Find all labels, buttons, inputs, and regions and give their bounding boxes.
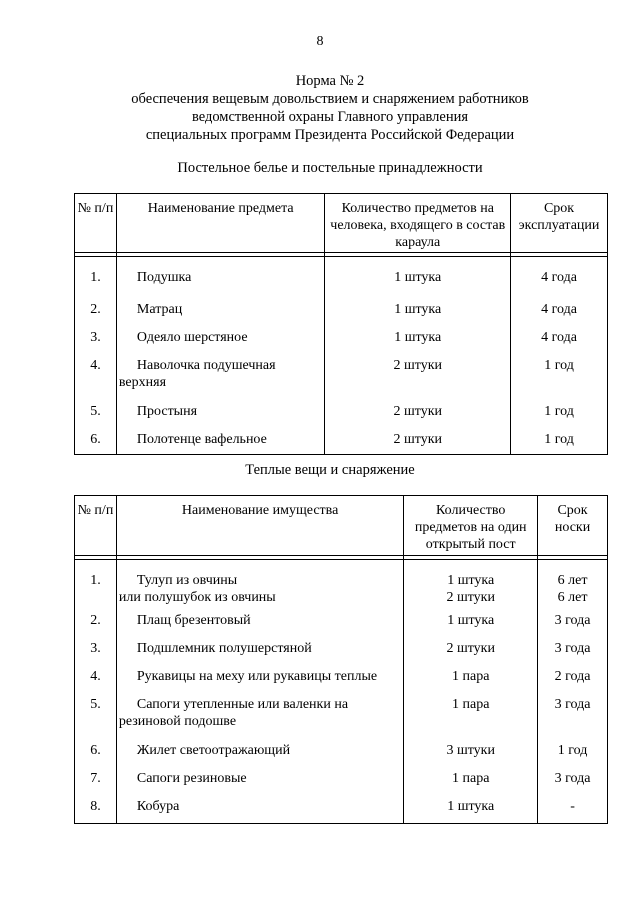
section-2-title: Теплые вещи и снаряжение — [245, 462, 415, 478]
table-row — [75, 766, 608, 794]
row-number-cell — [75, 664, 117, 692]
item-quantity: 1 штука — [447, 573, 495, 588]
row-number: 3. — [90, 329, 101, 345]
item-quantity: 1 пара — [452, 770, 490, 786]
row-number: 1. — [90, 573, 101, 588]
item-name-line-2: верхняя — [118, 374, 167, 390]
item-term: 1 год — [544, 431, 574, 447]
item-term: 3 года — [554, 640, 591, 656]
title-line-3: ведомственной охраны Главного управления — [191, 109, 469, 125]
title-line-1: Норма № 2 — [295, 73, 365, 89]
header-term: Срок эксплуатации — [511, 194, 608, 253]
table-row — [75, 636, 608, 664]
item-term-cell — [538, 560, 608, 608]
row-number: 7. — [90, 770, 101, 786]
table-row — [75, 399, 608, 427]
item-term-cell — [511, 427, 608, 455]
item-name-cell — [116, 738, 403, 766]
item-name: Матрац — [136, 301, 183, 317]
warm-items-table-body — [75, 560, 608, 824]
item-name: Одеяло шерстяное — [136, 329, 248, 345]
item-name: Плащ брезентовый — [136, 612, 251, 628]
item-term: 1 год — [544, 357, 574, 373]
item-quantity: 1 штука — [394, 270, 442, 285]
item-name-cell — [116, 399, 325, 427]
item-name: Полотенце вафельное — [136, 431, 267, 447]
item-term: 3 года — [554, 696, 591, 712]
bedding-table-body — [75, 257, 608, 455]
row-number-cell — [75, 794, 117, 824]
section-1-title: Постельное белье и постельные принадлежности — [177, 160, 483, 176]
item-quantity-cell — [404, 560, 538, 608]
item-quantity-cell — [404, 738, 538, 766]
table-header-row — [75, 194, 608, 253]
item-name-cell — [116, 297, 325, 325]
row-number-cell — [75, 560, 117, 608]
table-row — [75, 664, 608, 692]
item-term-cell — [511, 297, 608, 325]
table-row — [75, 692, 608, 738]
bedding-table — [74, 193, 608, 455]
table-row — [75, 738, 608, 766]
item-name: Рукавицы на меху или рукавицы теплые — [136, 668, 378, 684]
item-quantity-cell — [404, 766, 538, 794]
header-qty: Количество предметов на человека, входящего в состав караула — [325, 194, 511, 253]
header-name: Наименование имущества — [116, 496, 403, 556]
item-term: 1 год — [544, 403, 574, 419]
item-quantity-cell — [325, 399, 511, 427]
item-name-line-2: резиновой подошве — [118, 713, 237, 729]
item-term: - — [570, 798, 575, 814]
item-quantity-cell — [325, 353, 511, 399]
row-number-cell — [75, 399, 117, 427]
item-quantity: 1 штука — [394, 301, 442, 317]
row-number-cell — [75, 297, 117, 325]
row-number: 4. — [90, 357, 101, 373]
item-name: Простыня — [136, 403, 198, 419]
row-number-cell — [75, 353, 117, 399]
item-quantity: 2 штуки — [446, 640, 495, 656]
table-row — [75, 427, 608, 455]
row-number-cell — [75, 636, 117, 664]
document-title — [0, 72, 640, 144]
item-quantity-cell — [404, 794, 538, 824]
item-name-cell — [116, 692, 403, 738]
row-number: 2. — [90, 612, 101, 628]
item-name: Наволочка подушечная — [136, 357, 276, 373]
item-term: 4 года — [541, 301, 577, 317]
item-name-cell — [116, 766, 403, 794]
item-term-cell — [538, 738, 608, 766]
item-term-cell — [511, 257, 608, 297]
warm-items-table — [74, 495, 608, 824]
header-num: № п/п — [75, 496, 117, 556]
row-number-cell — [75, 608, 117, 636]
item-term-cell — [538, 766, 608, 794]
title-line-4: специальных программ Президента Российской Федерации — [145, 127, 515, 143]
item-term: 2 года — [554, 668, 591, 684]
title-line-2: обеспечения вещевым довольствием и снаряжением работников — [131, 91, 529, 107]
page-number: 8 — [316, 34, 324, 49]
row-number: 3. — [90, 640, 101, 656]
item-name-cell — [116, 257, 325, 297]
row-number: 5. — [90, 696, 101, 712]
item-term-line-2: 6 лет — [557, 590, 588, 605]
item-term: 3 года — [554, 770, 591, 786]
item-quantity: 1 штука — [447, 612, 495, 628]
item-name-cell — [116, 794, 403, 824]
row-number: 6. — [90, 431, 101, 447]
row-number-cell — [75, 257, 117, 297]
row-number-cell — [75, 766, 117, 794]
item-term: 4 года — [541, 329, 577, 345]
item-quantity-cell — [325, 325, 511, 353]
header-name: Наименование предмета — [116, 194, 325, 253]
item-quantity-cell — [325, 297, 511, 325]
item-term-cell — [511, 399, 608, 427]
item-quantity: 1 пара — [452, 696, 490, 712]
item-term-cell — [511, 325, 608, 353]
item-name-cell — [116, 636, 403, 664]
item-name-line-2: или полушубок из овчины — [118, 590, 276, 605]
item-name: Подушка — [136, 270, 192, 285]
item-term-cell — [538, 608, 608, 636]
item-quantity: 3 штуки — [446, 742, 495, 758]
item-name-cell — [116, 427, 325, 455]
item-name-cell — [116, 353, 325, 399]
row-number: 4. — [90, 668, 101, 684]
row-number-cell — [75, 325, 117, 353]
table-row — [75, 353, 608, 399]
table-header-row — [75, 496, 608, 556]
row-number: 1. — [90, 270, 101, 285]
item-quantity-cell — [325, 427, 511, 455]
row-number-cell — [75, 738, 117, 766]
item-quantity: 1 штука — [394, 329, 442, 345]
item-name: Жилет светоотражающий — [136, 742, 291, 758]
item-name: Кобура — [136, 798, 180, 814]
item-name-cell — [116, 608, 403, 636]
item-quantity: 1 штука — [447, 798, 495, 814]
header-qty: Количество предметов на один открытый пост — [404, 496, 538, 556]
row-number: 2. — [90, 301, 101, 317]
table-row — [75, 608, 608, 636]
row-number: 8. — [90, 798, 101, 814]
item-term: 6 лет — [557, 573, 588, 588]
item-term-cell — [538, 692, 608, 738]
item-term-cell — [538, 794, 608, 824]
item-term: 3 года — [554, 612, 591, 628]
table-row — [75, 794, 608, 824]
item-term: 4 года — [541, 270, 577, 285]
item-name: Тулуп из овчины — [136, 573, 238, 588]
item-name: Подшлемник полушерстяной — [136, 640, 312, 656]
item-quantity-cell — [325, 257, 511, 297]
item-quantity: 2 штуки — [393, 357, 442, 373]
item-name-cell — [116, 664, 403, 692]
item-quantity-cell — [404, 636, 538, 664]
row-number: 5. — [90, 403, 101, 419]
item-name-cell — [116, 560, 403, 608]
item-name: Сапоги резиновые — [136, 770, 247, 786]
item-quantity-cell — [404, 608, 538, 636]
row-number: 6. — [90, 742, 101, 758]
row-number-cell — [75, 692, 117, 738]
item-quantity: 2 штуки — [393, 403, 442, 419]
item-quantity: 2 штуки — [393, 431, 442, 447]
header-num: № п/п — [75, 194, 117, 253]
item-name-cell — [116, 325, 325, 353]
item-term-cell — [538, 664, 608, 692]
item-term: 1 год — [557, 742, 588, 758]
item-quantity-cell — [404, 664, 538, 692]
table-row — [75, 325, 608, 353]
item-name: Сапоги утепленные или валенки на — [136, 696, 349, 712]
table-row — [75, 297, 608, 325]
table-row — [75, 257, 608, 297]
item-quantity-line-2: 2 штуки — [446, 590, 495, 605]
item-quantity-cell — [404, 692, 538, 738]
item-term-cell — [538, 636, 608, 664]
table-row — [75, 560, 608, 608]
item-term-cell — [511, 353, 608, 399]
row-number-cell — [75, 427, 117, 455]
header-term: Срок носки — [538, 496, 608, 556]
item-quantity: 1 пара — [452, 668, 490, 684]
